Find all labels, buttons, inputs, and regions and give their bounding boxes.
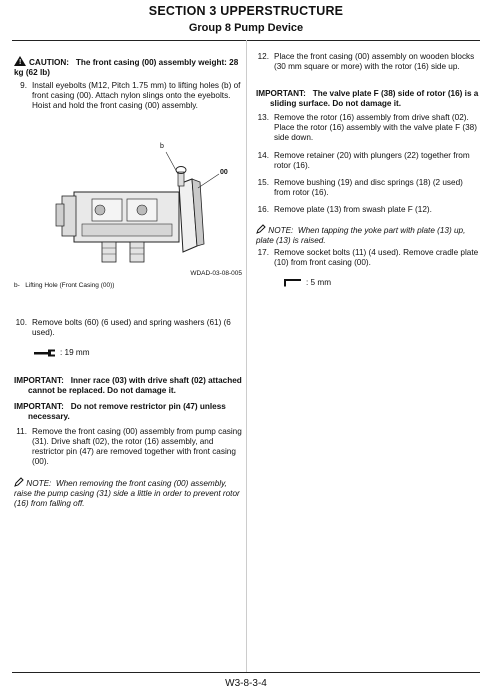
pencil-icon xyxy=(256,224,266,234)
step-text: Remove retainer (20) with plungers (22) together from rotor (16). xyxy=(274,151,470,170)
step-9 xyxy=(14,81,242,111)
important-label: IMPORTANT: xyxy=(14,402,64,411)
important-text: Inner race (03) with drive shaft (02) attached cannot be replaced. Do not damage it. xyxy=(28,376,242,395)
important-label: IMPORTANT: xyxy=(256,89,306,98)
step-text: Install eyebolts (M12, Pitch 1.75 mm) to lifting holes (b) of front casing (00). Attach nylon slings onto the eyebolts. Hoist and hold the front casing (00) assembly. xyxy=(32,81,241,110)
pencil-icon xyxy=(14,477,24,487)
pump-figure xyxy=(52,144,242,274)
step-text: Remove the front casing (00) assembly from pump casing (31). Drive shaft (02), the rotor (16) assembly, and restrictor pin (47) are removed together with front casing (00). xyxy=(32,427,242,466)
note-block xyxy=(256,224,480,246)
wrench-size-text: : 19 mm xyxy=(60,348,90,357)
note-block xyxy=(14,477,242,509)
wrench-size xyxy=(34,348,90,358)
step-number: 16. xyxy=(257,205,269,214)
step-number: 15. xyxy=(257,178,269,187)
pump-illustration xyxy=(52,144,242,274)
note-text: When tapping the yoke part with plate (13) up, plate (13) is raised. xyxy=(256,226,466,245)
step-number: 14. xyxy=(257,151,269,160)
step-12 xyxy=(256,52,480,72)
step-15 xyxy=(256,178,480,198)
important-1 xyxy=(14,376,256,396)
step-number: 12. xyxy=(257,52,269,61)
step-number: 10. xyxy=(15,318,27,327)
step-text: Remove plate (13) from swash plate F (12). xyxy=(274,205,432,214)
figure-code: WDAD-03-08-005 xyxy=(190,270,242,277)
important-text: Do not remove restrictor pin (47) unless necessary. xyxy=(28,402,226,421)
step-number: 13. xyxy=(257,113,269,122)
caution-block xyxy=(14,56,242,78)
note-label: NOTE: xyxy=(268,226,294,235)
step-text: Remove socket bolts (11) (4 used). Remove cradle plate (10) from front casing (00). xyxy=(274,248,479,267)
important-3 xyxy=(256,89,492,109)
step-13 xyxy=(256,113,480,143)
note-text: When removing the front casing (00) assembly, raise the pump casing (31) side a little in order to prevent rotor (16) from falling off. xyxy=(14,479,240,508)
important-2 xyxy=(14,402,256,422)
step-11 xyxy=(14,427,242,467)
step-text: Remove bushing (19) and disc springs (18) (2 used) from rotor (16). xyxy=(274,178,463,197)
hex-wrench-size xyxy=(284,278,331,288)
important-label: IMPORTANT: xyxy=(14,376,64,385)
page-number: W3-8-3-4 xyxy=(225,678,267,689)
wrench-icon xyxy=(34,349,56,357)
figure-caption: b- Lifting Hole (Front Casing (00)) xyxy=(14,282,115,289)
important-text: The valve plate F (38) side of rotor (16) is a sliding surface. Do not damage it. xyxy=(270,89,479,108)
note-label: NOTE: xyxy=(26,479,52,488)
step-17 xyxy=(256,248,480,268)
footer-rule xyxy=(12,672,480,673)
step-text: Place the front casing (00) assembly on wooden blocks (30 mm square or more) with the rotor (16) side up. xyxy=(274,52,475,71)
figure-label-00: 00 xyxy=(220,169,228,176)
figure-label-b: b xyxy=(160,143,164,150)
warning-icon: ! xyxy=(14,56,26,66)
step-number: 9. xyxy=(20,81,27,90)
caution-label: CAUTION: xyxy=(29,58,70,67)
step-text: Remove the rotor (16) assembly from drive shaft (02). Place the rotor (16) assembly with the valve plate F (38) side down. xyxy=(274,113,477,142)
group-title: Group 8 Pump Device xyxy=(188,22,304,34)
hex-wrench-size-text: : 5 mm xyxy=(306,278,332,287)
step-number: 11. xyxy=(16,427,27,436)
step-10 xyxy=(14,318,242,338)
step-text: Remove bolts (60) (6 used) and spring washers (61) (6 used). xyxy=(32,318,231,337)
step-number: 17. xyxy=(257,248,269,257)
column-divider xyxy=(246,40,247,672)
section-title: SECTION 3 UPPERSTRUCTURE xyxy=(148,4,344,18)
hex-key-icon xyxy=(284,279,302,287)
step-14 xyxy=(256,151,480,171)
step-16 xyxy=(256,205,480,215)
caution-text: The front casing (00) assembly weight: 28 kg (62 lb) xyxy=(14,58,239,77)
